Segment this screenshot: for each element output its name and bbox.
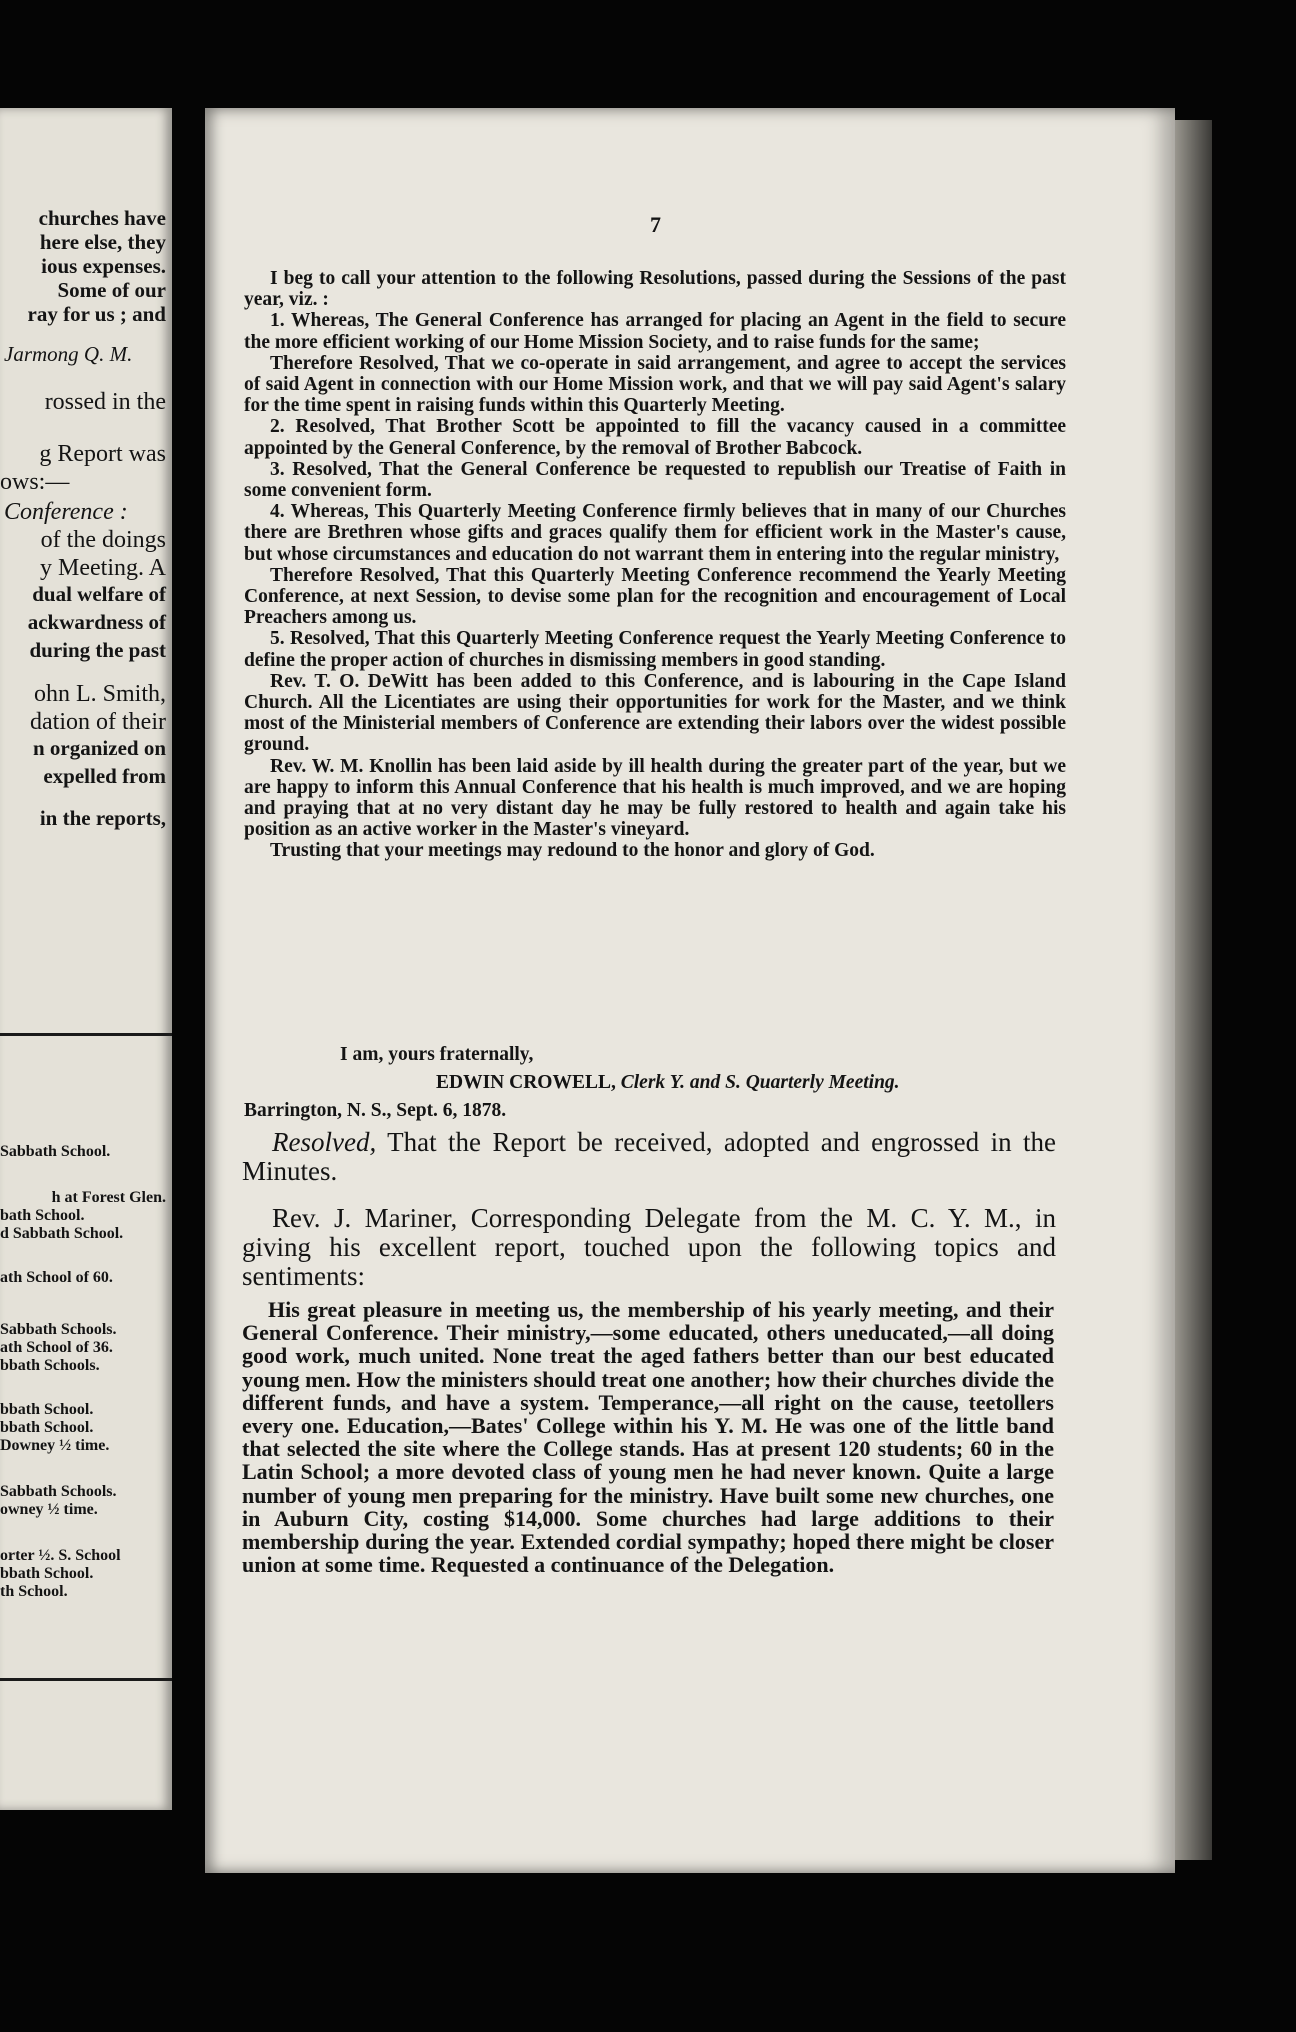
left-page-line: here else, they	[39, 230, 166, 254]
report-paragraph: Trusting that your meetings may redound to the honor and glory of God.	[270, 840, 875, 862]
left-page-line: rossed in the	[44, 389, 166, 415]
salutation: I am, yours fraternally,	[340, 1044, 534, 1065]
left-page-line: dation of their	[30, 709, 166, 735]
place-date: Barrington, N. S., Sept. 6, 1878.	[244, 1100, 507, 1121]
report-paragraph: 3. Resolved, That the General Conference be requested to republish our Treatise of Faith in some convenient form.	[244, 458, 1066, 502]
left-page-line: ray for us ; and	[27, 302, 166, 326]
left-page-line: in the reports,	[39, 806, 166, 830]
left-page-line: ious expenses.	[41, 254, 166, 278]
left-page-school-line: Sabbath Schools.	[0, 1321, 117, 1338]
report-paragraph: 2. Resolved, That Brother Scott be appointed to fill the vacancy caused in a committee appointed by the General Conference, by the removal of Brother Babcock.	[244, 416, 1066, 459]
left-page-school-line: owney ½ time.	[0, 1501, 98, 1518]
report-paragraph: Rev. T. O. DeWitt has been added to this Conference, and is labouring in the Cape Island Church. All the Licentiates are using their opportunities for work for the Master, and we think most of the Ministerial members of Conference are extending their labors over the widest possible ground.	[244, 670, 1066, 756]
left-page-school-line: bbath Schools.	[0, 1357, 100, 1374]
left-page-line: ackwardness of	[27, 610, 166, 634]
report-paragraph: 4. Whereas, This Quarterly Meeting Conference firmly believes that in many of our Churches there are Brethren whose gifts and graces qualify them for efficient work in the Master's cause, but whose circumstances and education do not warrant them in entering into the regular ministry,	[244, 501, 1066, 565]
left-page-school-line: bbath School.	[0, 1419, 94, 1436]
report-paragraph: Rev. W. M. Knollin has been laid aside by ill health during the greater part of the year, but we are happy to inform this Annual Conference that his health is much improved, and we are hoping and praying that at no very distant day he may be fully restored to health and again take his position as an active worker in the Master's vineyard.	[244, 755, 1066, 841]
left-page-school-line: orter ½. S. School	[0, 1547, 121, 1564]
resolution-text: That the Report be received, adopted and engrossed in the Minutes.	[242, 1127, 1056, 1186]
left-page-school-line: ath School of 36.	[0, 1339, 113, 1356]
report-paragraph: 5. Resolved, That this Quarterly Meeting Conference request the Yearly Meeting Conference to define the proper action of churches in dismissing members in good standing.	[244, 628, 1066, 671]
report-body	[244, 268, 1066, 862]
left-page-line: ohn L. Smith,	[33, 681, 166, 707]
left-page-line: Jarmong Q. M.	[4, 342, 133, 366]
resolution-lead: Resolved,	[272, 1127, 377, 1157]
divider-rule	[0, 1678, 172, 1681]
delegate-report-text: His great pleasure in meeting us, the membership of his yearly meeting, and their General Conference. Their ministry,—some educated, others uneducated,—all doing good work, much united. None treat the aged fathers better than our best educated young men. How the ministers should treat one another; how their churches divide the different funds, and have a system. Temperance,—all right on the cause, teetollers every one. Education,—Bates' College within his Y. M. He was one of the little band that selected the site where the College stands. Has at present 120 students; 60 in the Latin School; a more devoted class of young men he had never known. Quite a large number of young men preparing for the ministry. Have built some new churches, one in Auburn City, costing $14,000. Some churches had large additions to their membership during the year. Extended cordial sympathy; hoped there might be closer union at some time. Requested a continuance of the Delegation.	[242, 1297, 1054, 1578]
left-page-line: y Meeting. A	[40, 555, 166, 581]
left-page-school-line: h at Forest Glen.	[51, 1189, 166, 1206]
left-facing-page	[0, 108, 172, 1810]
left-page-school-line: Sabbath Schools.	[0, 1483, 117, 1500]
report-paragraph: I beg to call your attention to the following Resolutions, passed during the Sessions of the past year, viz. :	[244, 268, 1066, 311]
left-page-line: ows:—	[0, 469, 70, 495]
divider-rule	[0, 1033, 172, 1036]
left-page-school-line: Sabbath School.	[0, 1143, 111, 1160]
left-page-line: dual welfare of	[32, 582, 166, 606]
signatory-name: EDWIN CROWELL,	[436, 1072, 616, 1093]
delegate-intro	[242, 1204, 1056, 1291]
left-page-school-line: Downey ½ time.	[0, 1437, 110, 1454]
left-page-line: churches have	[38, 206, 166, 230]
delegate-report	[242, 1298, 1054, 1576]
left-page-school-line: bath School.	[0, 1207, 85, 1224]
report-paragraph: Therefore Resolved, That we co-operate in said arrangement, and agree to accept the services of said Agent in connection with our Home Mission work, and that we will pay said Agent's salary for the time spent in raising funds within this Quarterly Meeting.	[244, 352, 1066, 417]
left-page-school-line: ath School of 60.	[0, 1269, 113, 1286]
left-page-line: Conference :	[4, 499, 128, 525]
left-page-line: expelled from	[43, 764, 166, 788]
left-page-line: n organized on	[32, 736, 166, 760]
report-paragraph: 1. Whereas, The General Conference has arranged for placing an Agent in the field to secure the more efficient working of our Home Mission Society, and to raise funds for the same;	[244, 310, 1066, 353]
signatory-title: Clerk Y. and S. Quarterly Meeting.	[620, 1072, 900, 1093]
left-page-line: during the past	[29, 638, 166, 662]
left-page-line: of the doings	[40, 527, 166, 553]
delegate-intro-text: Rev. J. Mariner, Corresponding Delegate from the M. C. Y. M., in giving his excellent report, touched upon the following topics and sentiments:	[242, 1203, 1056, 1291]
left-page-school-line: bbath School.	[0, 1401, 94, 1418]
left-page-school-line: d Sabbath School.	[0, 1225, 124, 1242]
left-page-school-line: bbath School.	[0, 1565, 94, 1582]
signature-line	[436, 1072, 900, 1094]
left-page-line: Some of our	[57, 278, 166, 302]
left-page-school-line: th School.	[0, 1583, 68, 1600]
resolution	[242, 1128, 1056, 1186]
left-page-line: g Report was	[39, 441, 166, 467]
report-paragraph: Therefore Resolved, That this Quarterly Meeting Conference recommend the Yearly Meeting Conference, at next Session, to devise some plan for the recognition and encouragement of Local Preachers among us.	[244, 564, 1066, 629]
page-number: 7	[650, 212, 661, 237]
